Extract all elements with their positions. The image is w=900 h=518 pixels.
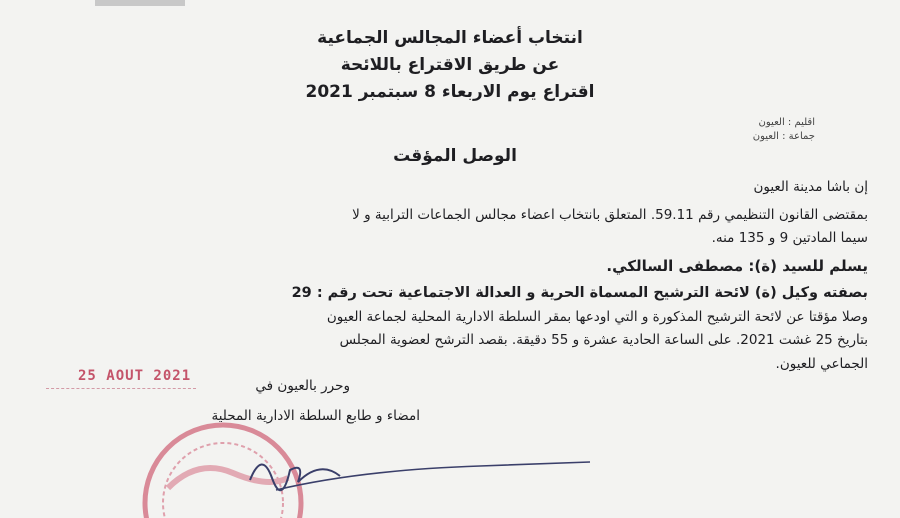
header-line-2: عن طريق الاقتراع باللائحة bbox=[340, 55, 560, 75]
paragraph-line-1: بصفته وكيل (ة) لائحة الترشيح المسماة الحرية و العدالة الاجتماعية تحت رقم : 29 bbox=[291, 285, 868, 301]
paragraph-line-3: بتاريخ 25 غشت 2021. على الساعة الحادية عشرة و 55 دقيقة. بقصد الترشح لعضوية المجلس bbox=[339, 332, 868, 348]
paragraph-line-2: وصلا مؤقتا عن لائحة الترشيح المذكورة و التي اودعها بمقر السلطة الادارية المحلية لجماعة العيون bbox=[326, 309, 868, 325]
date-stamp-text: 25 AOUT 2021 bbox=[78, 368, 192, 384]
top-edge-mark bbox=[95, 0, 185, 6]
date-stamp bbox=[46, 368, 196, 386]
document-title: الوصل المؤقت bbox=[393, 146, 517, 166]
place-line: وحرر بالعيون في bbox=[255, 378, 350, 394]
commune-label: جماعة : العيون bbox=[752, 131, 815, 142]
authority-line: إن باشا مدينة العيون bbox=[753, 179, 868, 195]
law-line-2: سيما المادتين 9 و 135 منه. bbox=[711, 230, 868, 246]
paragraph-line-4: الجماعي للعيون. bbox=[775, 356, 868, 372]
header-line-3: اقتراع يوم الاربعاء 8 سبتمبر 2021 bbox=[305, 82, 595, 102]
header-line-1: انتخاب أعضاء المجالس الجماعية bbox=[317, 28, 583, 48]
law-line-1: بمقتضى القانون التنظيمي رقم 59.11. المتعلق بانتخاب اعضاء مجالس الجماعات الترابية و لا bbox=[352, 207, 868, 223]
signature-label: امضاء و طابع السلطة الادارية المحلية bbox=[211, 408, 420, 424]
region-label: اقليم : العيون bbox=[758, 117, 815, 128]
recipient-line: يسلم للسيد (ة): مصطفى السالكي. bbox=[606, 257, 868, 275]
handwritten-signature bbox=[180, 440, 600, 506]
date-stamp-line bbox=[46, 388, 196, 389]
signature-stroke-2 bbox=[276, 462, 590, 490]
